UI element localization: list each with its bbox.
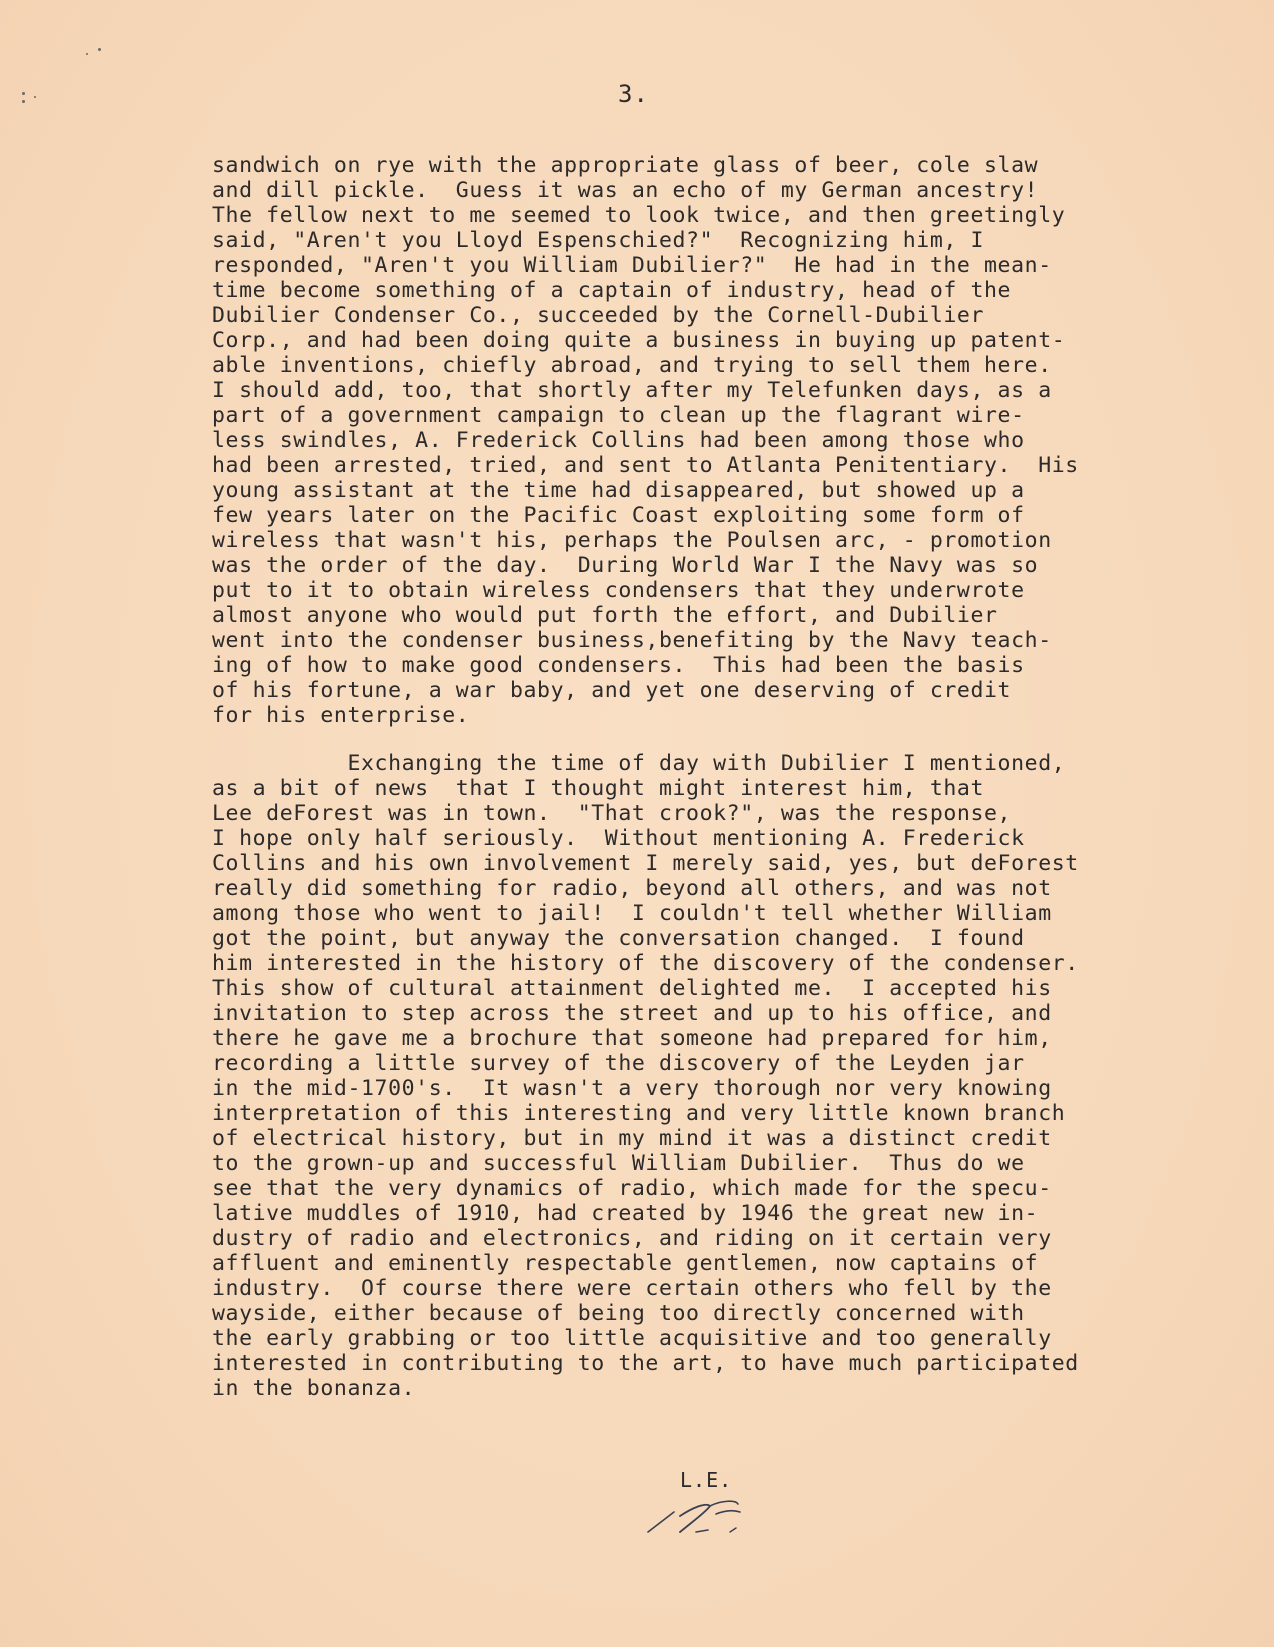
text-line: as a bit of news that I thought might interest him, that [212, 776, 985, 801]
text-line: few years later on the Pacific Coast exploiting some form of [212, 503, 1025, 528]
paper-speck [34, 96, 36, 98]
text-line: wireless that wasn't his, perhaps the Poulsen arc, - promotion [212, 528, 1052, 553]
text-line: and dill pickle. Guess it was an echo of my German ancestry! [212, 178, 1039, 203]
text-line: to the grown-up and successful William Dubilier. Thus do we [212, 1151, 1025, 1176]
text-line: Exchanging the time of day with Dubilier I mentioned, [212, 751, 1066, 776]
text-line: really did something for radio, beyond all others, and was not [212, 876, 1052, 901]
text-line: got the point, but anyway the conversation changed. I found [212, 926, 1025, 951]
text-line: him interested in the history of the discovery of the condenser. [212, 951, 1079, 976]
text-line: said, "Aren't you Lloyd Espenschied?" Recognizing him, I [212, 228, 985, 253]
text-line: This show of cultural attainment delighted me. I accepted his [212, 976, 1052, 1001]
text-line: interested in contributing to the art, to have much participated [212, 1351, 1079, 1376]
text-line: Lee deForest was in town. "That crook?", was the response, [212, 801, 1012, 826]
paragraph-2 [212, 751, 1172, 1401]
text-line: the early grabbing or too little acquisitive and too generally [212, 1326, 1052, 1351]
handwritten-initials-mark [640, 1486, 790, 1546]
text-line: affluent and eminently respectable gentlemen, now captains of [212, 1251, 1039, 1276]
signature [640, 1468, 790, 1548]
signature-initials: L.E. [680, 1468, 733, 1492]
text-line: I hope only half seriously. Without mentioning A. Frederick [212, 826, 1025, 851]
text-line: dustry of radio and electronics, and riding on it certain very [212, 1226, 1052, 1251]
text-line: had been arrested, tried, and sent to Atlanta Penitentiary. His [212, 453, 1079, 478]
text-line: Corp., and had been doing quite a business in buying up patent- [212, 328, 1066, 353]
text-line: almost anyone who would put forth the effort, and Dubilier [212, 603, 998, 628]
text-line: of his fortune, a war baby, and yet one deserving of credit [212, 678, 1012, 703]
text-line: lative muddles of 1910, had created by 1946 the great new in- [212, 1201, 1039, 1226]
text-line: I should add, too, that shortly after my Telefunken days, as a [212, 378, 1052, 403]
paper-speck [22, 92, 25, 95]
text-line: in the bonanza. [212, 1376, 416, 1401]
text-line: there he gave me a brochure that someone had prepared for him, [212, 1026, 1052, 1051]
text-line: of electrical history, but in my mind it was a distinct credit [212, 1126, 1052, 1151]
text-line: sandwich on rye with the appropriate glass of beer, cole slaw [212, 153, 1039, 178]
text-line: put to it to obtain wireless condensers that they underwrote [212, 578, 1025, 603]
text-line: time become something of a captain of industry, head of the [212, 278, 1012, 303]
text-line: ing of how to make good condensers. This had been the basis [212, 653, 1025, 678]
text-line: industry. Of course there were certain others who fell by the [212, 1276, 1052, 1301]
text-line: for his enterprise. [212, 703, 470, 728]
text-line: responded, "Aren't you William Dubilier?" He had in the mean- [212, 253, 1052, 278]
text-line: Dubilier Condenser Co., succeeded by the Cornell-Dubilier [212, 303, 985, 328]
text-line: see that the very dynamics of radio, which made for the specu- [212, 1176, 1052, 1201]
text-line: was the order of the day. During World War I the Navy was so [212, 553, 1039, 578]
paragraph-1 [212, 153, 1172, 728]
text-line: wayside, either because of being too directly concerned with [212, 1301, 1025, 1326]
text-line: went into the condenser business,benefiting by the Navy teach- [212, 628, 1052, 653]
text-line: in the mid-1700's. It wasn't a very thorough nor very knowing [212, 1076, 1052, 1101]
paper-speck [86, 53, 88, 55]
text-line: part of a government campaign to clean up the flagrant wire- [212, 403, 1025, 428]
text-line: interpretation of this interesting and very little known branch [212, 1101, 1066, 1126]
text-line: less swindles, A. Frederick Collins had been among those who [212, 428, 1025, 453]
text-line: invitation to step across the street and up to his office, and [212, 1001, 1052, 1026]
text-line: able inventions, chiefly abroad, and trying to sell them here. [212, 353, 1052, 378]
text-line: Collins and his own involvement I merely said, yes, but deForest [212, 851, 1079, 876]
text-line: The fellow next to me seemed to look twice, and then greetingly [212, 203, 1066, 228]
text-line: among those who went to jail! I couldn't tell whether William [212, 901, 1052, 926]
text-line: recording a little survey of the discovery of the Leyden jar [212, 1051, 1025, 1076]
paper-speck [22, 100, 25, 103]
text-line: young assistant at the time had disappeared, but showed up a [212, 478, 1025, 503]
paper-speck [98, 48, 101, 51]
page-number: 3. [618, 80, 649, 108]
